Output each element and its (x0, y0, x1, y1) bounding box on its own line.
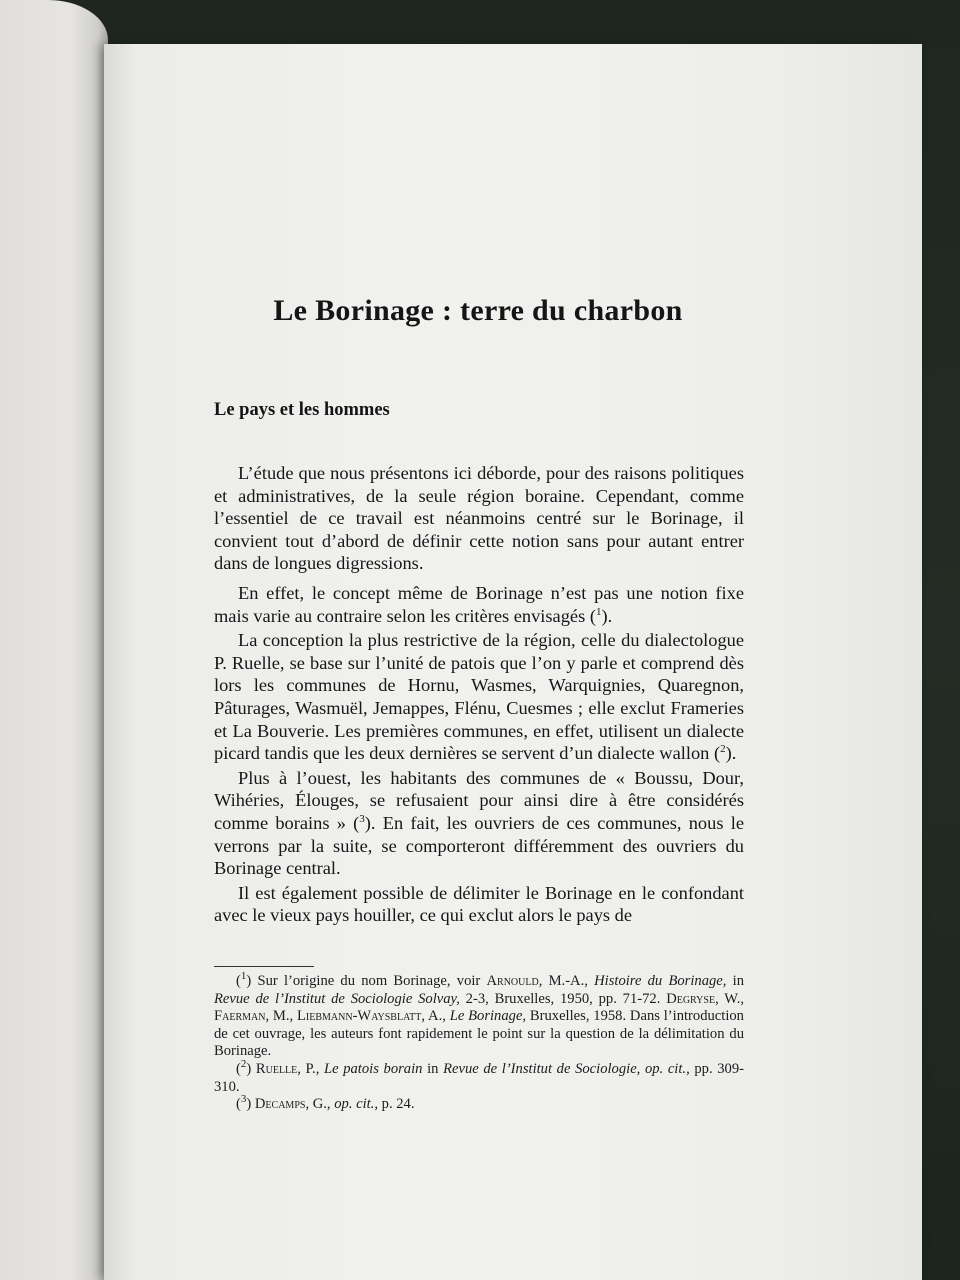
paragraph-2: En effet, le concept même de Borinage n’est pas une notion fixe mais varie au contraire selon les critères envisagés ($^1$). (214, 582, 744, 626)
paragraph-3: La conception la plus restrictive de la région, celle du dialectologue P. Ruelle, se base sur l’unité de patois que l’on y parle et comprend dès lors les communes de Hornu, Wasmes, Warquignies, Quaregnon, Pâturages, Wasmuël, Jemappes, Flénu, Cuesmes ; elle exclut Frameries et La Bouverie. Les premières communes, en effet, utilisent un dialecte picard tandis que les deux dernières se servent d’un dialecte wallon ($^2$). (214, 630, 744, 764)
paragraph-5: Il est également possible de délimiter le Borinage en le confondant avec le vieux pays houiller, ce qui exclut alors le pays de (214, 882, 744, 926)
chapter-title: Le Borinage : terre du charbon (273, 294, 683, 327)
footnote-2-title: Le patois borain (323, 1060, 423, 1077)
footnote-1-title-1: Histoire du Borinage, (594, 973, 727, 989)
footnote-1-author-2: Degryse, W., Faerman, M., Liebmann-Waysblatt, A., (214, 990, 744, 1025)
footnote-ref: 3 (359, 812, 365, 825)
footnote-1-author-1: Arnould, M.-A., (486, 973, 588, 989)
footnotes (214, 970, 744, 1114)
footnote-1: ($^1$) Sur l’origine du nom Borinage, voir Arnould, M.-A., Histoire du Borinage, in Revue de l’Institut de Sociologie Solvay, 2-3, Bruxelles, 1950, pp. 71-72. Degryse, W., Faerman, M., Liebmann-Waysblatt, A., Le Borinage, Bruxelles, 1958. Dans l’introduction de cet ouvrage, les auteurs font rapidement le point sur la question de la délimitation du Borinage. (214, 970, 744, 1060)
footnote-3-number: 3 (240, 1093, 247, 1106)
section-heading: Le pays et les hommes (214, 400, 390, 420)
facing-page-edge (0, 0, 108, 1280)
footnote-ref: 2 (720, 743, 726, 755)
footnote-2-author: Ruelle, P., (255, 1060, 320, 1077)
footnote-2-journal: Revue de l’Institut de Sociologie, op. cit., (443, 1060, 690, 1077)
footnote-2: ($^2$) Ruelle, P., Le patois borain in Revue de l’Institut de Sociologie, op. cit., pp. 309-310. (214, 1058, 744, 1095)
footnote-3: ($^3$) Decamps, G., op. cit., p. 24. (236, 1093, 415, 1113)
footnote-1-title-2: Le Borinage, (449, 1008, 527, 1025)
paragraph-1: L’étude que nous présentons ici déborde, pour des raisons politiques et administratives, de la seule région boraine. Cependant, comme l’essentiel de ce travail est néanmoins centré sur le Borinage, il convient tout d’abord de définir cette notion sans pour autant entrer dans de longues digressions. (214, 463, 744, 574)
footnote-rule (214, 966, 314, 967)
footnote-3-ref: op. cit., (334, 1096, 379, 1113)
footnote-ref: 1 (595, 605, 602, 618)
body-text (214, 462, 744, 927)
footnote-2-number: 2 (240, 1058, 247, 1071)
footnote-3-author: Decamps, G., (254, 1096, 331, 1113)
paragraph-4: Plus à l’ouest, les habitants des communes de « Boussu, Dour, Wihéries, Élouges, se refusaient pour ainsi dire à être considérés comme borains » ($^3$). En fait, les ouvriers de ces communes, nous le verrons par la suite, se comporteront différemment des ouvriers du Borinage central. (214, 767, 744, 879)
footnote-1-number: 1 (240, 970, 247, 983)
footnote-1-journal: Revue de l’Institut de Sociologie Solvay, (214, 990, 460, 1007)
